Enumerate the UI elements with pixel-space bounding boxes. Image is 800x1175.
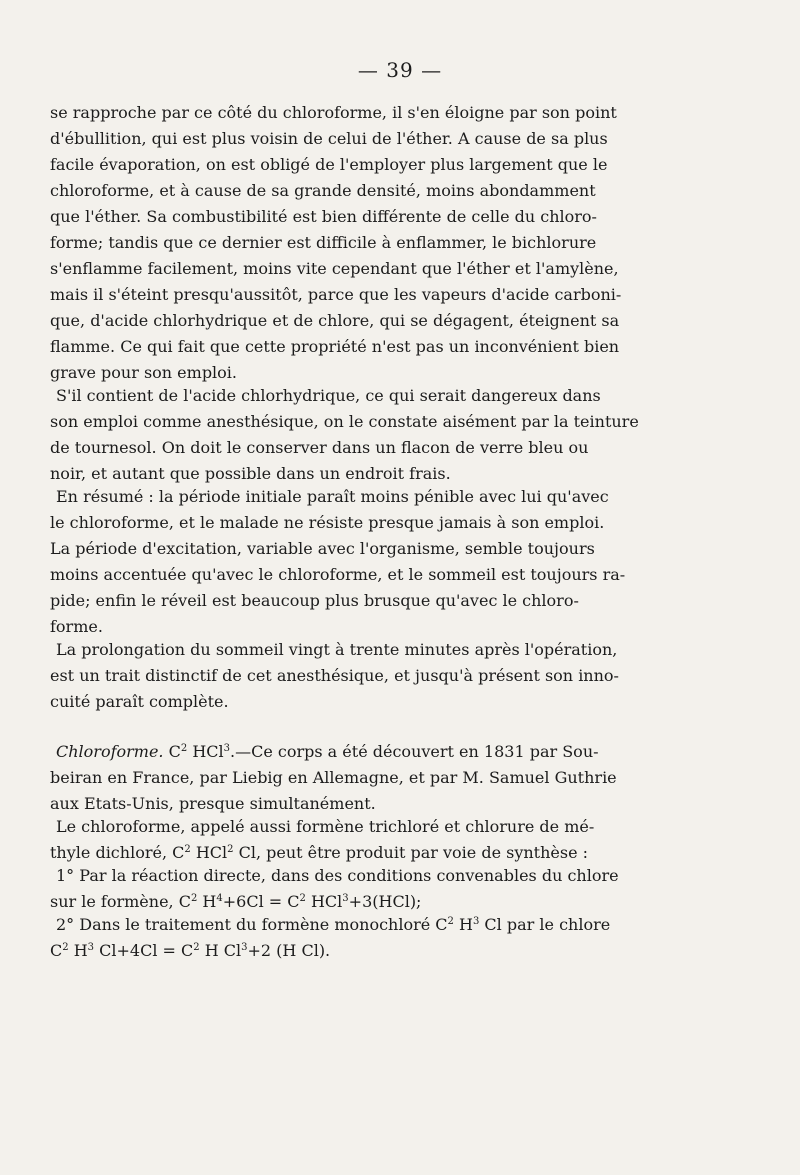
text-line: facile évaporation, on est obligé de l'employer plus largement que le: [50, 155, 608, 174]
text-line: flamme. Ce qui fait que cette propriété n'est pas un inconvénient bien: [50, 337, 620, 356]
text-line: forme; tandis que ce dernier est difficile à enflammer, le bichlorure: [50, 233, 597, 252]
text-line: 2° Dans le traitement du formène monochloré $C^2$ $H^3$ Cl par le chlore: [56, 915, 611, 934]
text-line: S'il contient de l'acide chlorhydrique, ce qui serait dangereux dans: [56, 386, 601, 405]
text-line: pide; enfin le réveil est beaucoup plus brusque qu'avec le chloro-: [50, 591, 579, 610]
text-line: mais il s'éteint presqu'aussitôt, parce que les vapeurs d'acide carboni-: [50, 285, 622, 304]
page-number: — 39 —: [357, 58, 443, 82]
text-line: de tournesol. On doit le conserver dans un flacon de verre bleu ou: [50, 438, 589, 457]
text-line: moins accentuée qu'avec le chloroforme, et le sommeil est toujours ra-: [50, 565, 626, 584]
section-heading: Chloroforme.: [56, 742, 164, 761]
chloroform-heading-line: Chloroforme. $C^2$ HCl$^3$.—Ce corps a été découvert en 1831 par Sou-: [56, 742, 599, 761]
text-line: beiran en France, par Liebig en Allemagne, et par M. Samuel Guthrie: [50, 768, 617, 787]
text-line: cuité paraît complète.: [50, 692, 229, 711]
text-line: se rapproche par ce côté du chloroforme, il s'en éloigne par son point: [50, 103, 617, 122]
formula-line: sur le formène, $C^2$ $H^4+6Cl = C^2$ HCl$^3$+3(HCl);: [50, 892, 422, 911]
text-line: thyle dichloré, $C^2$ HCl$^2$ Cl, peut être produit par voie de synthèse :: [50, 843, 589, 862]
text-line: que l'éther. Sa combustibilité est bien différente de celle du chloro-: [50, 207, 597, 226]
text-line: d'ébullition, qui est plus voisin de celui de l'éther. A cause de sa plus: [50, 129, 608, 148]
text-line: forme.: [50, 617, 103, 636]
text-line: son emploi comme anesthésique, on le constate aisément par la teinture: [50, 412, 639, 431]
text-line: chloroforme, et à cause de sa grande densité, moins abondamment: [50, 181, 596, 200]
text-line: aux Etats-Unis, presque simultanément.: [50, 794, 376, 813]
text-line: 1° Par la réaction directe, dans des conditions convenables du chlore: [56, 866, 619, 885]
text-line: que, d'acide chlorhydrique et de chlore, qui se dégagent, éteignent sa: [50, 311, 620, 330]
text-line: grave pour son emploi.: [50, 363, 238, 382]
text-line: s'enflamme facilement, moins vite cependant que l'éther et l'amylène,: [50, 259, 619, 278]
text-line: Le chloroforme, appelé aussi formène trichloré et chlorure de mé-: [56, 817, 595, 836]
text-line: En résumé : la période initiale paraît moins pénible avec lui qu'avec: [56, 487, 609, 506]
text-line: noir, et autant que possible dans un endroit frais.: [50, 464, 451, 483]
formula-line: $C^2$ $H^3$ $Cl+4Cl = C^2$ H $Cl^3+2$ (H Cl).: [50, 941, 331, 960]
text-line: est un trait distinctif de cet anesthésique, et jusqu'à présent son inno-: [50, 666, 619, 685]
text-line: La période d'excitation, variable avec l'organisme, semble toujours: [50, 539, 595, 558]
text-line: le chloroforme, et le malade ne résiste presque jamais à son emploi.: [50, 513, 605, 532]
text-line: La prolongation du sommeil vingt à trente minutes après l'opération,: [56, 640, 618, 659]
